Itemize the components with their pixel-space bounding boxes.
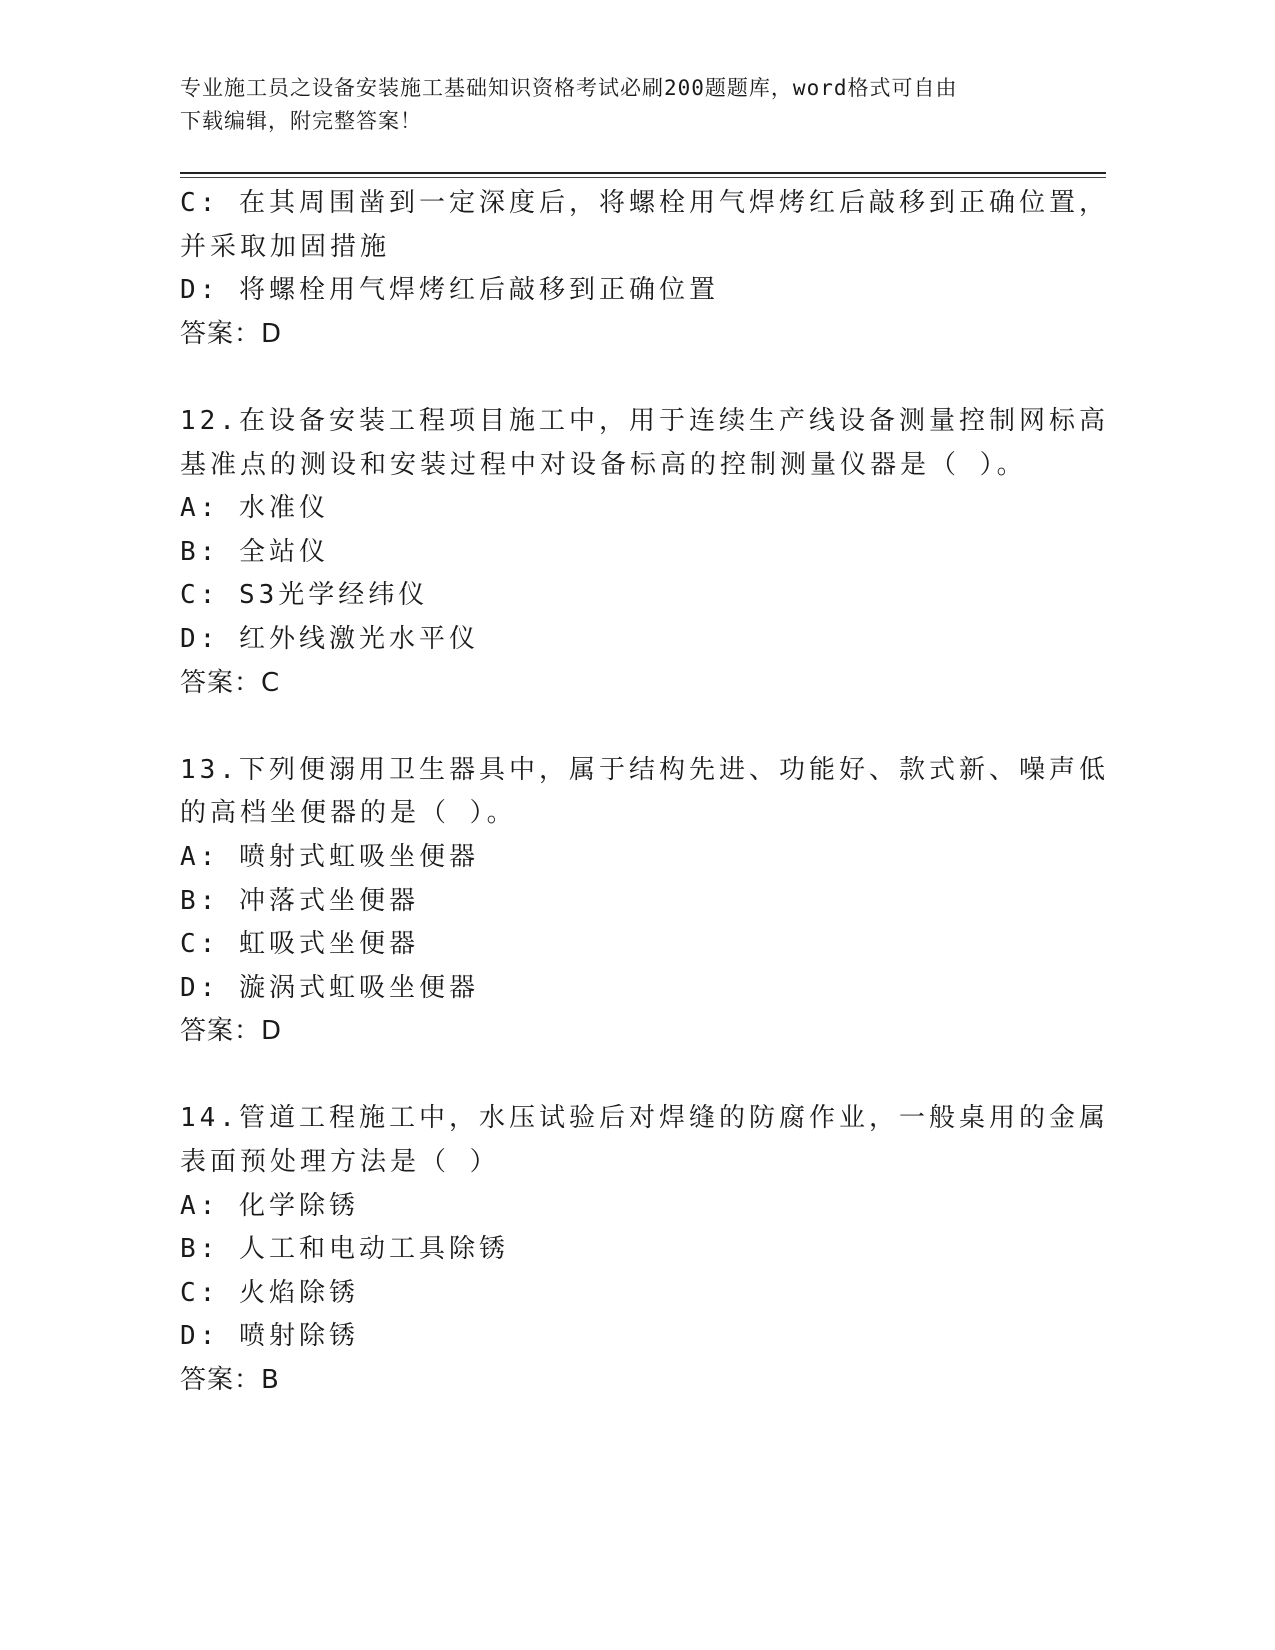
question-stem-continued: 的高档坐便器的是（ ）。 bbox=[180, 798, 517, 829]
option-a: A: 喷射式虹吸坐便器 bbox=[180, 841, 479, 872]
option-c: C: 火焰除锈 bbox=[180, 1277, 359, 1308]
document-header bbox=[180, 72, 1040, 138]
option-a: A: 水准仪 bbox=[180, 493, 329, 524]
option-d: D: 将螺栓用气焊烤红后敲移到正确位置 bbox=[180, 275, 719, 306]
question-13 bbox=[180, 749, 1109, 1054]
header-line-1: 专业施工员之设备安装施工基础知识资格考试必刷200题题库，word格式可自由 bbox=[180, 76, 958, 100]
option-c-continued: 并采取加固措施 bbox=[180, 231, 391, 262]
option-b: B: 人工和电动工具除锈 bbox=[180, 1234, 509, 1265]
option-d: D: 红外线激光水平仪 bbox=[180, 623, 479, 654]
question-content bbox=[180, 182, 1109, 1403]
option-c: C: 虹吸式坐便器 bbox=[180, 929, 419, 960]
option-c: C: 在其周围凿到一定深度后，将螺栓用气焊烤红后敲移到正确位置， bbox=[180, 188, 1109, 218]
question-11-continued bbox=[180, 182, 1109, 356]
question-stem: 12.在设备安装工程项目施工中，用于连续生产线设备测量控制网标高 bbox=[180, 405, 1109, 436]
question-14 bbox=[180, 1097, 1109, 1402]
option-d: D: 喷射除锈 bbox=[180, 1321, 359, 1352]
answer: 答案：C bbox=[180, 667, 281, 698]
option-d: D: 漩涡式虹吸坐便器 bbox=[180, 972, 479, 1003]
question-stem-continued: 表面预处理方法是（ ） bbox=[180, 1147, 500, 1178]
answer: 答案：B bbox=[180, 1365, 280, 1396]
question-12 bbox=[180, 400, 1109, 705]
question-stem: 14.管道工程施工中，水压试验后对焊缝的防腐作业，一般桌用的金属 bbox=[180, 1103, 1109, 1134]
spacer bbox=[180, 705, 1060, 749]
header-line-2: 下载编辑，附完整答案！ bbox=[180, 109, 422, 133]
option-a: A: 化学除锈 bbox=[180, 1190, 359, 1221]
spacer bbox=[180, 1054, 1060, 1098]
spacer bbox=[180, 356, 1060, 400]
header-divider-thick bbox=[180, 172, 1106, 174]
header-divider-thin bbox=[180, 177, 1106, 178]
question-stem-continued: 基准点的测设和安装过程中对设备标高的控制测量仪器是（ ）。 bbox=[180, 449, 1027, 480]
answer: 答案：D bbox=[180, 1016, 283, 1047]
question-stem: 13.下列便溺用卫生器具中，属于结构先进、功能好、款式新、噪声低 bbox=[180, 754, 1109, 785]
option-c: C: S3光学经纬仪 bbox=[180, 580, 429, 611]
option-b: B: 全站仪 bbox=[180, 536, 329, 567]
answer: 答案：D bbox=[180, 318, 283, 349]
option-b: B: 冲落式坐便器 bbox=[180, 885, 419, 916]
